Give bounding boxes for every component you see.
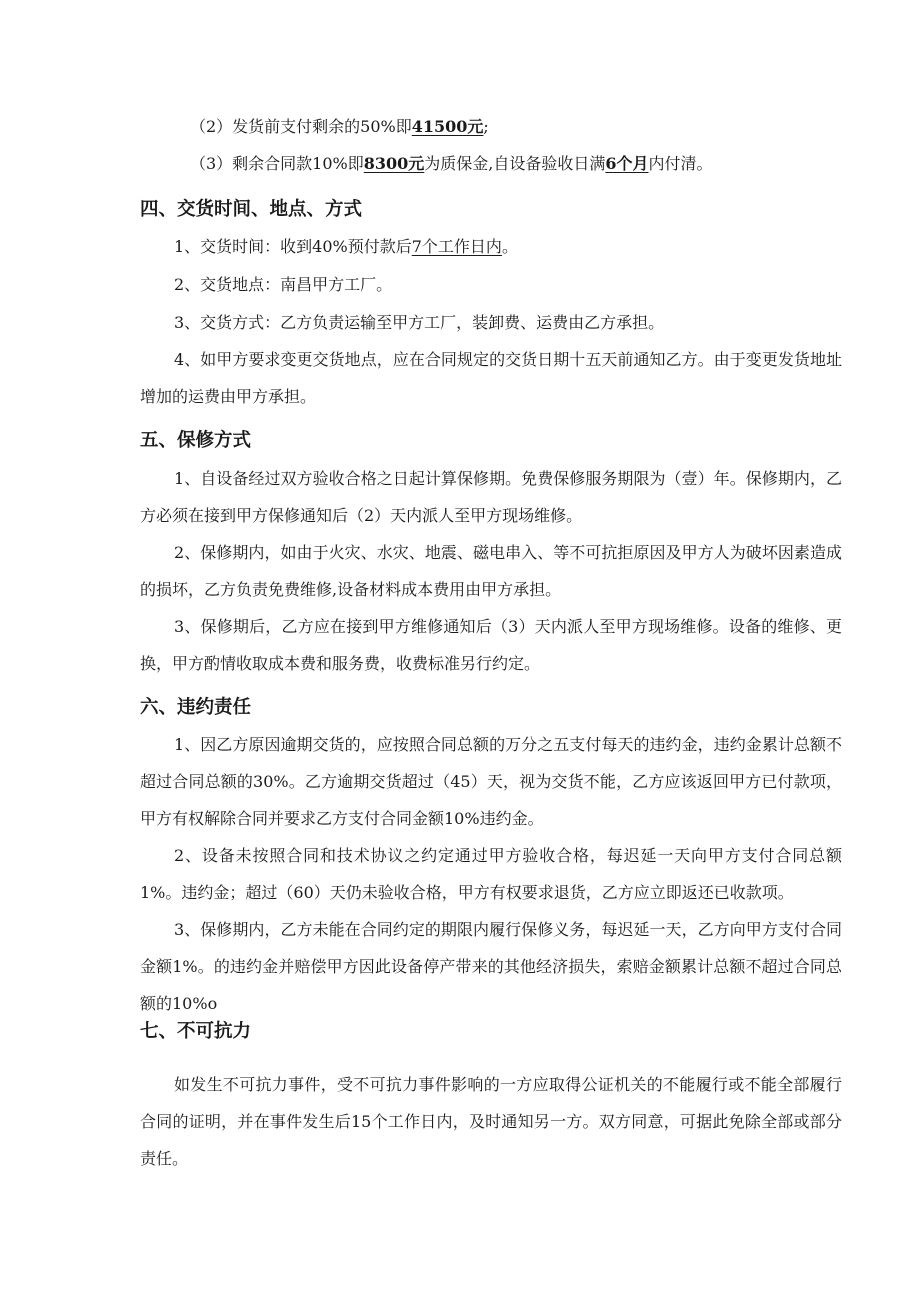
payment-item-2 <box>190 108 892 145</box>
section-7-heading: 七、不可抗力 <box>140 1021 252 1042</box>
section-6-item-3: 3、保修期内，乙方未能在合同约定的期限内履行保修义务，每迟延一天，乙方向甲方支付合同金额1%。的违约金并赔偿甲方因此设备停产带来的其他经济损失，索赔金额累计总额不超过合同总额的10%o <box>140 920 842 1013</box>
section-6-item-1: 1、因乙方原因逾期交货的，应按照合同总额的万分之五支付每天的违约金，违约金累计总额不超过合同总额的30%。乙方逾期交货超过（45）天，视为交货不能，乙方应该返回甲方已付款项，甲方有权解除合同并要求乙方支付合同金额10%违约金。 <box>140 735 842 828</box>
section-4-item-2: 2、交货地点：南昌甲方工厂。 <box>174 275 393 294</box>
section-4-item-1-suffix: 。 <box>501 237 518 256</box>
payment-item-2-text: （2）发货前支付剩余的50%即 <box>190 117 412 136</box>
payment-item-2-amount: 41500元 <box>411 117 484 136</box>
payment-item-3-period: 6个月 <box>605 154 649 173</box>
payment-item-3-suffix: 内付清。 <box>648 154 713 173</box>
section-5-item-1: 1、自设备经过双方验收合格之日起计算保修期。免费保修服务期限为（壹）年。保修期内，乙方必须在接到甲方保修通知后（2）天内派人至甲方现场维修。 <box>140 469 842 525</box>
payment-item-3-amount: 8300元 <box>363 154 425 173</box>
section-4-item-1-period: 7个工作日内 <box>411 237 502 256</box>
section-4-item-4: 4、如甲方要求变更交货地点，应在合同规定的交货日期十五天前通知乙方。由于变更发货地址增加的运费由甲方承担。 <box>140 350 842 406</box>
section-5-heading: 五、保修方式 <box>140 430 252 451</box>
section-4-item-1 <box>174 228 876 265</box>
payment-item-2-suffix: ; <box>483 117 489 136</box>
payment-item-3 <box>190 145 892 182</box>
section-5-item-3: 3、保修期后，乙方应在接到甲方维修通知后（3）天内派人至甲方现场维修。设备的维修、更换，甲方酌情收取成本费和服务费，收费标准另行约定。 <box>140 617 842 673</box>
section-4-heading: 四、交货时间、地点、方式 <box>140 199 363 220</box>
section-4-item-3: 3、交货方式：乙方负责运输至甲方工厂，装卸费、运费由乙方承担。 <box>174 313 665 332</box>
section-4-item-1-text: 1、交货时间：收到40%预付款后 <box>174 237 412 256</box>
payment-item-3-text: （3）剩余合同款10%即 <box>190 154 364 173</box>
section-7-item-1: 如发生不可抗力事件，受不可抗力事件影响的一方应取得公证机关的不能履行或不能全部履行合同的证明，并在事件发生后15个工作日内，及时通知另一方。双方同意，可据此免除全部或部分责任。 <box>140 1075 842 1168</box>
payment-item-3-mid: 为质保金,自设备验收日满 <box>424 154 606 173</box>
section-6-heading: 六、违约责任 <box>140 697 252 718</box>
section-6-item-2: 2、设备未按照合同和技术协议之约定通过甲方验收合格，每迟延一天向甲方支付合同总额1%。违约金；超过（60）天仍未验收合格，甲方有权要求退货，乙方应立即返还已收款项。 <box>140 846 842 902</box>
section-5-item-2: 2、保修期内，如由于火灾、水灾、地震、磁电串入、等不可抗拒原因及甲方人为破坏因素造成的损坏，乙方负责免费维修,设备材料成本费用由甲方承担。 <box>140 543 842 599</box>
